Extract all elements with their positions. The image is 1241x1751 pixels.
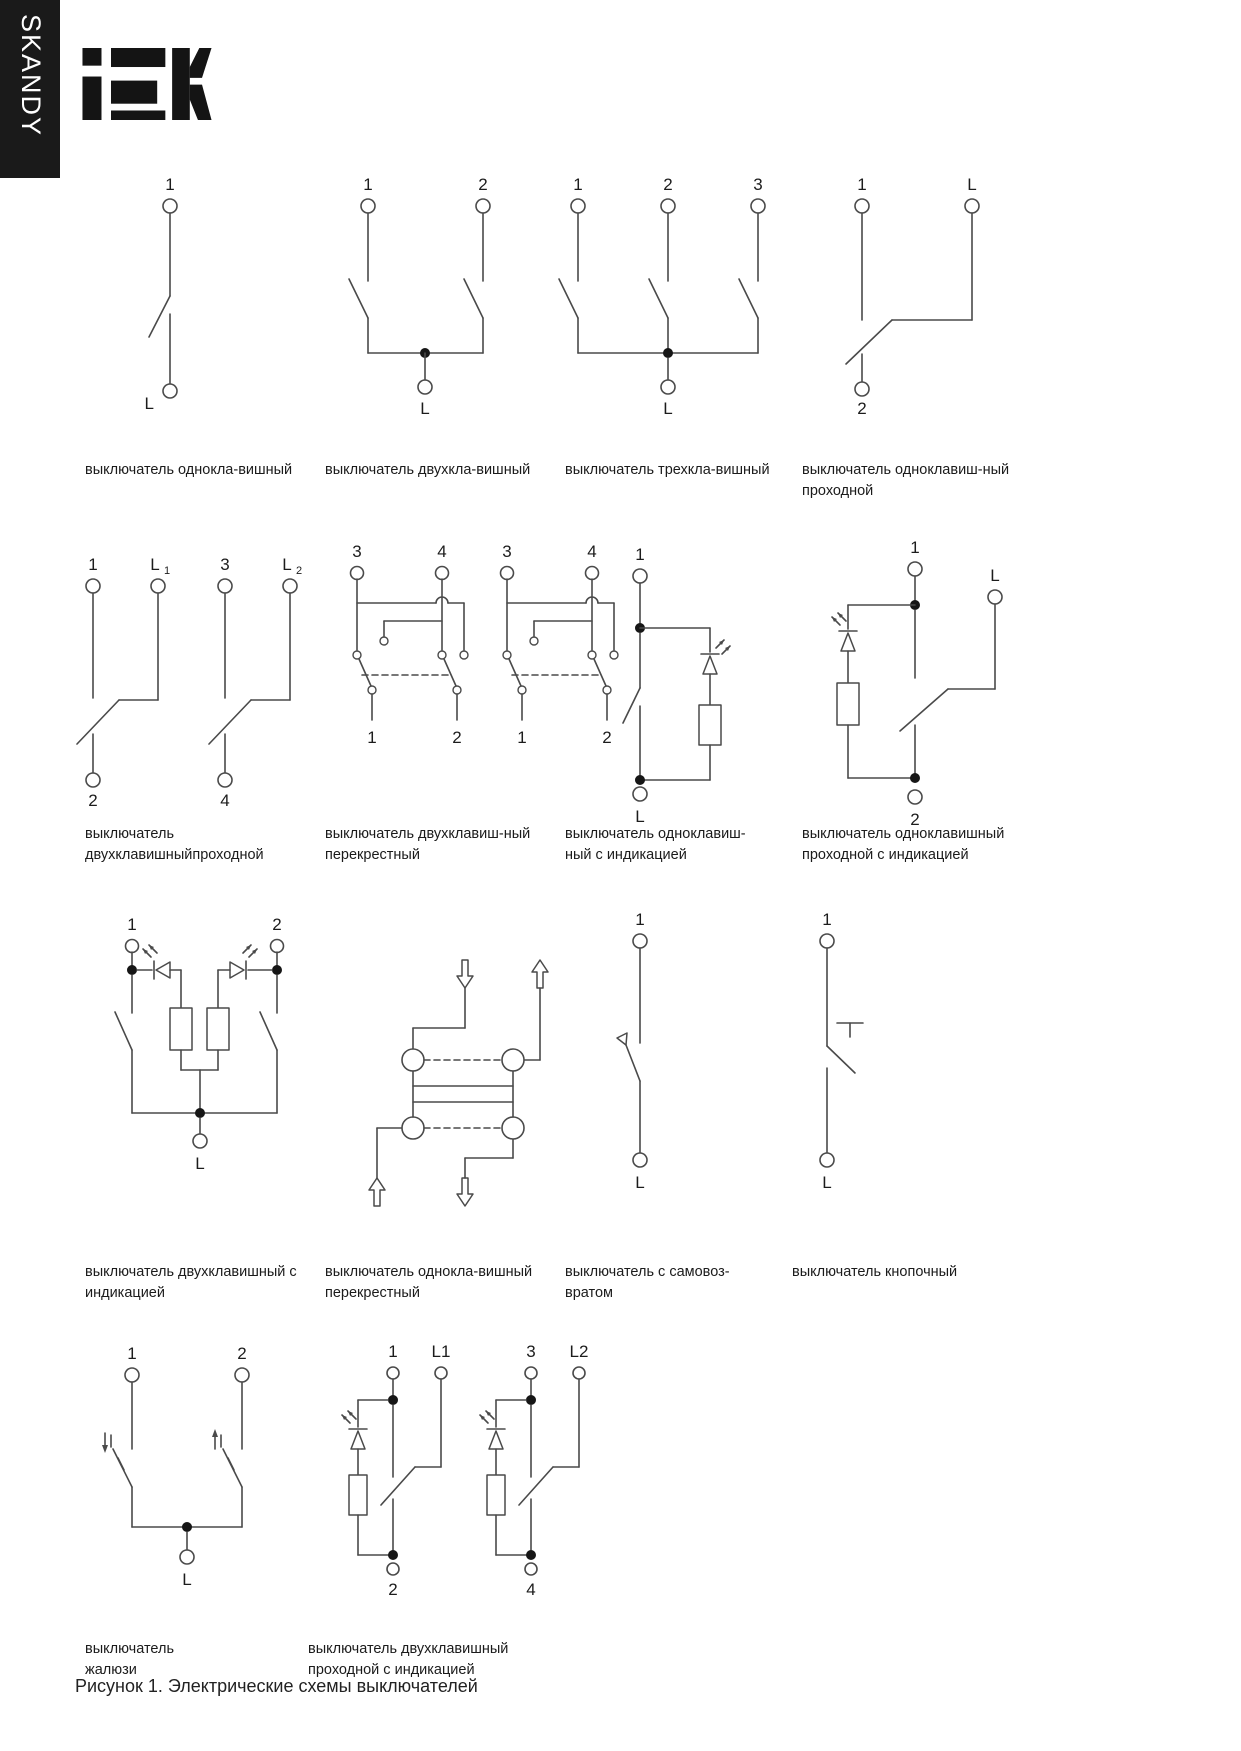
- switch-blade-icon: [623, 688, 640, 723]
- diagram-blinds-switch: [77, 1337, 287, 1627]
- brand-banner-label: SKANDY: [16, 14, 46, 138]
- caption-single-key-cross: [325, 1262, 532, 1304]
- caption-double-key: [325, 460, 530, 481]
- terminal-label: L: [822, 1173, 832, 1192]
- terminal-label: 3: [753, 175, 763, 194]
- caption-line: выключатель однокла-вишный: [325, 1264, 533, 1280]
- switch-blade-icon: [900, 689, 948, 731]
- wiring: [848, 562, 922, 629]
- terminal-label: 2: [663, 175, 673, 194]
- wiring: [496, 1367, 585, 1467]
- caption-line: выключатель двухклавиш-ный: [325, 826, 531, 842]
- terminal-label: 1: [165, 175, 175, 194]
- switch-blade-icon: [559, 279, 578, 318]
- switch-blade-icon: [519, 1467, 553, 1505]
- terminal-label: 1: [857, 175, 867, 194]
- terminal-label: 1: [367, 728, 377, 747]
- diagram-single-key-switch: [70, 168, 260, 418]
- led-indicator-icon: [480, 1411, 505, 1449]
- caption-single-key-pass-ind: [802, 824, 1004, 866]
- switch-blade-icon: [739, 279, 758, 318]
- flow-arrows: [369, 960, 548, 1206]
- terminal-label: 4: [587, 542, 597, 561]
- wiring: [487, 1405, 579, 1575]
- terminal-label: 2: [88, 791, 98, 810]
- arrow-up-icon: [532, 960, 548, 988]
- switch-blade-icon: [827, 1046, 855, 1073]
- diagram-single-key-cross-switch: [325, 910, 580, 1225]
- wiring: [115, 970, 277, 1148]
- caption-line: выключатель двухклавишный с: [85, 1264, 297, 1280]
- terminal-label: 2: [272, 915, 282, 934]
- caption-triple-key: [565, 460, 770, 481]
- caption-self-return: [565, 1262, 730, 1304]
- switch-blade-icon: [260, 1012, 277, 1050]
- terminal-label: 1: [910, 538, 920, 557]
- terminal-label: 3: [352, 542, 362, 561]
- wiring: [633, 569, 710, 652]
- switch-blade-icon: [381, 1467, 415, 1505]
- caption-single-key-ind: [565, 824, 746, 866]
- caption-double-key-pass: [85, 824, 264, 866]
- terminal-label: L1: [431, 1342, 451, 1361]
- diagram-triple-key-switch: [533, 168, 803, 418]
- wiring: [77, 579, 165, 787]
- terminal-label: 3: [220, 555, 230, 574]
- caption-line: выключатель двухклавишный: [308, 1641, 509, 1657]
- led-indicator-icon: [342, 1411, 367, 1449]
- wiring: [820, 934, 863, 1167]
- terminal-label: 2: [452, 728, 462, 747]
- terminal-label: 1: [573, 175, 583, 194]
- switch-blade-icon: [626, 1045, 640, 1081]
- wiring: [846, 199, 979, 396]
- wiring: [102, 1368, 249, 1564]
- wiring: [149, 199, 177, 398]
- terminal-label: 1: [363, 175, 373, 194]
- caption-line: выключатель одноклавиш-: [565, 826, 746, 842]
- terminal-label: 2: [910, 810, 920, 829]
- wiring: [559, 199, 765, 394]
- arrow-down-icon: [102, 1433, 111, 1453]
- diagram-single-key-pass-indicator-switch: [800, 533, 1025, 833]
- diagram-double-key-pass-indicator-switch: [333, 1337, 593, 1637]
- terminal-label: L: [420, 399, 430, 418]
- terminal-label: 2: [388, 1580, 398, 1599]
- caption-line: выключатель: [85, 1641, 175, 1657]
- switch-blade-icon: [115, 1012, 132, 1050]
- terminal-label: L: [635, 1173, 645, 1192]
- caption-double-key-cross: [325, 824, 530, 866]
- caption-line: ный с индикацией: [565, 847, 687, 863]
- terminal-label: 1: [635, 910, 645, 929]
- terminal-label: 4: [526, 1580, 536, 1599]
- brand-banner: [0, 0, 60, 178]
- switch-blade-icon: [359, 659, 371, 686]
- arrow-down-icon: [457, 960, 473, 988]
- wiring: [623, 633, 721, 801]
- terminal-label: 3: [526, 1342, 536, 1361]
- diagram-double-key-pass-switch: [58, 548, 338, 833]
- terminal-label: L2: [569, 1342, 589, 1361]
- caption-line: выключатель: [85, 826, 175, 842]
- terminal-label: 2: [237, 1344, 247, 1363]
- terminal-label: 1: [88, 555, 98, 574]
- caption-push-button: [792, 1262, 957, 1283]
- wiring: [837, 590, 1002, 804]
- diagram-push-button-switch: [747, 903, 907, 1223]
- spring-return-icon: [617, 1033, 627, 1045]
- wiring: [349, 199, 490, 394]
- terminal-label: L: [195, 1154, 205, 1173]
- switch-blade-icon: [444, 659, 456, 686]
- resistor-icon: [170, 1008, 192, 1050]
- terminal-label: 4: [437, 542, 447, 561]
- caption-single-key-pass: [802, 460, 1009, 502]
- terminal-label: L: [635, 807, 645, 826]
- terminal-label: L: [967, 175, 977, 194]
- terminal-label-sub: 1: [164, 565, 171, 577]
- caption-line: проходной: [802, 483, 874, 499]
- led-indicator-icon: [230, 945, 257, 979]
- wiring: [358, 1367, 447, 1467]
- caption-line: выключатель кнопочный: [792, 1264, 958, 1280]
- caption-double-key-ind: [85, 1262, 297, 1304]
- terminal-label: L: [990, 566, 1000, 585]
- terminal-label: 2: [602, 728, 612, 747]
- switch-blade-icon: [846, 320, 892, 364]
- wiring: [377, 988, 540, 1178]
- caption-line: выключатель двухкла-вишный: [325, 462, 531, 478]
- wiring: [349, 1405, 441, 1575]
- caption-line: перекрестный: [325, 847, 420, 863]
- arrow-up-icon: [369, 1178, 385, 1206]
- caption-line: выключатель однокла-вишный: [85, 462, 293, 478]
- terminal-label: L: [663, 399, 673, 418]
- caption-single-key: [85, 460, 292, 481]
- terminal-label: 1: [388, 1342, 398, 1361]
- caption-line: выключатель с самовоз-: [565, 1264, 730, 1280]
- switch-blade-icon: [649, 279, 668, 318]
- terminal-label: 3: [502, 542, 512, 561]
- caption-line: двухклавишныйпроходной: [85, 847, 264, 863]
- diagram-double-key-indicator-switch: [82, 908, 317, 1238]
- resistor-icon: [207, 1008, 229, 1050]
- switch-blade-icon: [464, 279, 483, 318]
- caption-line: выключатель одноклавиш-ный: [802, 462, 1010, 478]
- iek-logo: [82, 48, 212, 120]
- arrow-down-icon: [457, 1178, 473, 1206]
- arrow-up-icon: [212, 1429, 221, 1449]
- switch-blade-icon: [149, 296, 170, 337]
- switch-blade-icon: [509, 659, 521, 686]
- wiring: [351, 567, 469, 721]
- wiring: [209, 579, 297, 787]
- caption-blinds: [85, 1639, 174, 1681]
- figure-caption: Рисунок 1. Электрические схемы выключателей: [75, 1676, 478, 1696]
- switch-blade-icon: [349, 279, 368, 318]
- terminal-label: L: [150, 555, 160, 574]
- diagram-single-key-indicator-switch: [570, 540, 750, 825]
- terminal-label-sub: 2: [296, 565, 303, 577]
- caption-line: вратом: [565, 1285, 614, 1301]
- terminal-label: 1: [822, 910, 832, 929]
- caption-line: проходной с индикацией: [802, 847, 969, 863]
- switch-blade-icon: [209, 700, 251, 744]
- terminal-label: 1: [635, 545, 645, 564]
- terminal-label: 2: [857, 399, 867, 418]
- led-indicator-icon: [701, 640, 730, 674]
- terminal-label: 2: [478, 175, 488, 194]
- caption-line: перекрестный: [325, 1285, 420, 1301]
- wiring: [617, 934, 647, 1167]
- terminal-label: 1: [127, 915, 137, 934]
- terminal-label: L: [282, 555, 292, 574]
- terminal-label: 1: [127, 1344, 137, 1363]
- terminal-label: L: [144, 394, 154, 413]
- resistor-icon: [837, 683, 859, 725]
- caption-line: выключатель одноклавишный: [802, 826, 1005, 842]
- diagram-self-return-switch: [560, 903, 720, 1223]
- caption-line: индикацией: [85, 1285, 165, 1301]
- caption-line: проходной с индикацией: [308, 1662, 475, 1678]
- led-indicator-icon: [832, 613, 857, 651]
- caption-double-key-pass-ind: [308, 1639, 508, 1681]
- resistor-icon: [487, 1475, 505, 1515]
- terminal-label: 1: [517, 728, 527, 747]
- terminal-label: L: [182, 1570, 192, 1589]
- terminal-label: 4: [220, 791, 230, 810]
- led-indicator-icon: [143, 945, 170, 979]
- resistor-icon: [699, 705, 721, 745]
- switch-blade-icon: [77, 700, 119, 744]
- caption-line: выключатель трехкла-вишный: [565, 462, 770, 478]
- diagram-double-key-switch: [323, 168, 523, 418]
- caption-line: жалюзи: [85, 1662, 137, 1678]
- resistor-icon: [349, 1475, 367, 1515]
- diagram-single-key-pass-switch: [802, 168, 1022, 418]
